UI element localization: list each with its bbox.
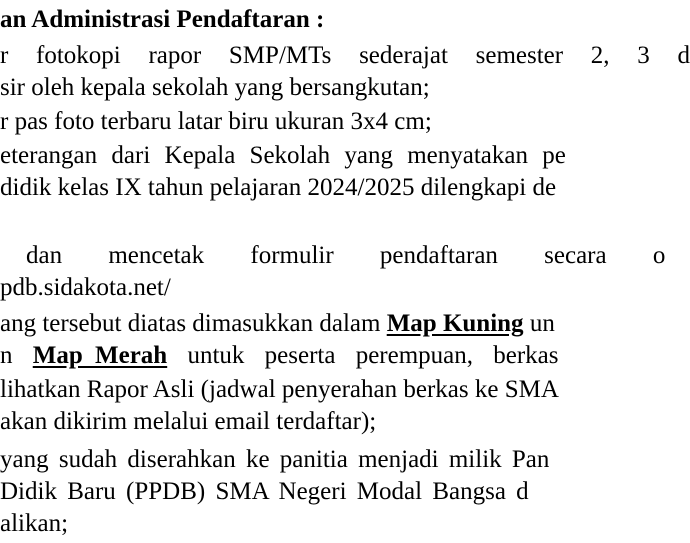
- list-item-formulir-url: pdb.sidakota.net/: [0, 274, 171, 301]
- map-merah-intro: n: [0, 342, 13, 369]
- list-item-rapor: r fotokopi rapor SMP/MTs sederajat semester 2, 3 d: [0, 42, 690, 69]
- section-heading: an Administrasi Pendaftaran :: [0, 6, 325, 33]
- list-item-formulir: dan mencetak formulir pendaftaran secara o: [26, 242, 666, 269]
- list-item-rapor-asli: lihatkan Rapor Asli (jadwal penyerahan berkas ke SMA: [0, 376, 559, 403]
- map-merah-tail: untuk peserta perempuan, berkas: [187, 342, 559, 369]
- list-item-pas-foto: r pas foto terbaru latar biru ukuran 3x4 cm;: [0, 108, 432, 135]
- list-item-keterangan: eterangan dari Kepala Sekolah yang menyatakan pe: [0, 142, 566, 169]
- list-item-berkas-milik: yang sudah diserahkan ke panitia menjadi milik Pan: [0, 446, 550, 473]
- list-item-map-kuning: [0, 308, 555, 340]
- list-item-ppdb-cont: alikan;: [0, 510, 69, 537]
- map-kuning-tail: un: [529, 310, 555, 337]
- map-merah-label: Map Merah: [32, 342, 168, 369]
- list-item-rapor-asli-cont: akan dikirim melalui email terdaftar);: [0, 408, 377, 435]
- list-item-rapor-cont: sir oleh kepala sekolah yang bersangkutan;: [0, 74, 430, 101]
- list-item-keterangan-cont: didik kelas IX tahun pelajaran 2024/2025 dilengkapi de: [0, 174, 557, 201]
- map-kuning-label: Map Kuning: [386, 310, 524, 337]
- list-item-map-merah: [0, 340, 559, 372]
- map-kuning-intro: ang tersebut diatas dimasukkan dalam: [0, 310, 381, 337]
- list-item-ppdb: Didik Baru (PPDB) SMA Negeri Modal Bangsa d: [0, 478, 529, 505]
